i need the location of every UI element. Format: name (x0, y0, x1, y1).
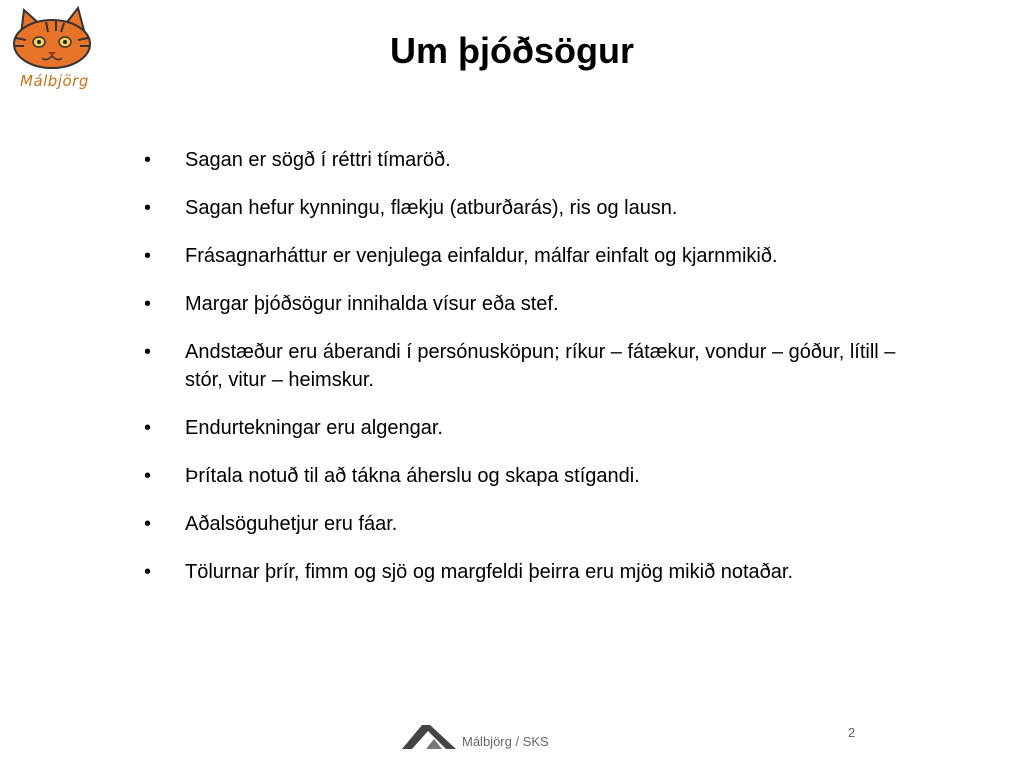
bullet-dot: • (144, 245, 152, 267)
bullet-dot: • (144, 561, 152, 583)
bullet-dot: • (144, 341, 152, 363)
bullet-text: Frásagnarháttur er venjulega einfaldur, málfar einfalt og kjarnmikið. (185, 245, 778, 267)
bullet-text: Endurtekningar eru algengar. (185, 417, 443, 439)
list-item (144, 242, 924, 270)
page-number: 2 (848, 725, 856, 740)
bullet-text: Margar þjóðsögur innihalda vísur eða stef. (185, 293, 559, 315)
bullet-dot: • (144, 417, 152, 439)
bullet-text: Andstæður eru áberandi í persónusköpun; ríkur – fátækur, vondur – góður, lítill – stór, vitur – heimskur. (185, 341, 896, 391)
bullet-text: Sagan er sögð í réttri tímaröð. (185, 149, 451, 171)
footer (400, 720, 549, 752)
list-item (144, 146, 924, 174)
list-item (144, 558, 924, 586)
list-item (144, 462, 924, 490)
list-item (144, 194, 924, 222)
bullet-dot: • (144, 197, 152, 219)
bullet-text: Sagan hefur kynningu, flækju (atburðarás), ris og lausn. (185, 197, 678, 219)
bullet-dot: • (144, 293, 152, 315)
house-roof-icon (400, 721, 458, 751)
footer-text: Málbjörg / SKS (462, 733, 549, 749)
page-title: Um þjóðsögur (390, 30, 634, 71)
bullet-dot: • (144, 149, 152, 171)
list-item (144, 414, 924, 442)
logo-text: Málbjörg (20, 72, 89, 90)
bullet-text: Þrítala notuð til að tákna áherslu og skapa stígandi. (185, 465, 640, 487)
bullet-text: Tölurnar þrír, fimm og sjö og margfeldi þeirra eru mjög mikið notaðar. (185, 561, 794, 583)
bullet-dot: • (144, 465, 152, 487)
bullet-text: Aðalsöguhetjur eru fáar. (185, 513, 398, 535)
list-item (144, 510, 924, 538)
bullet-list (144, 146, 924, 606)
list-item (144, 338, 924, 394)
bullet-dot: • (144, 513, 152, 535)
list-item (144, 290, 924, 318)
